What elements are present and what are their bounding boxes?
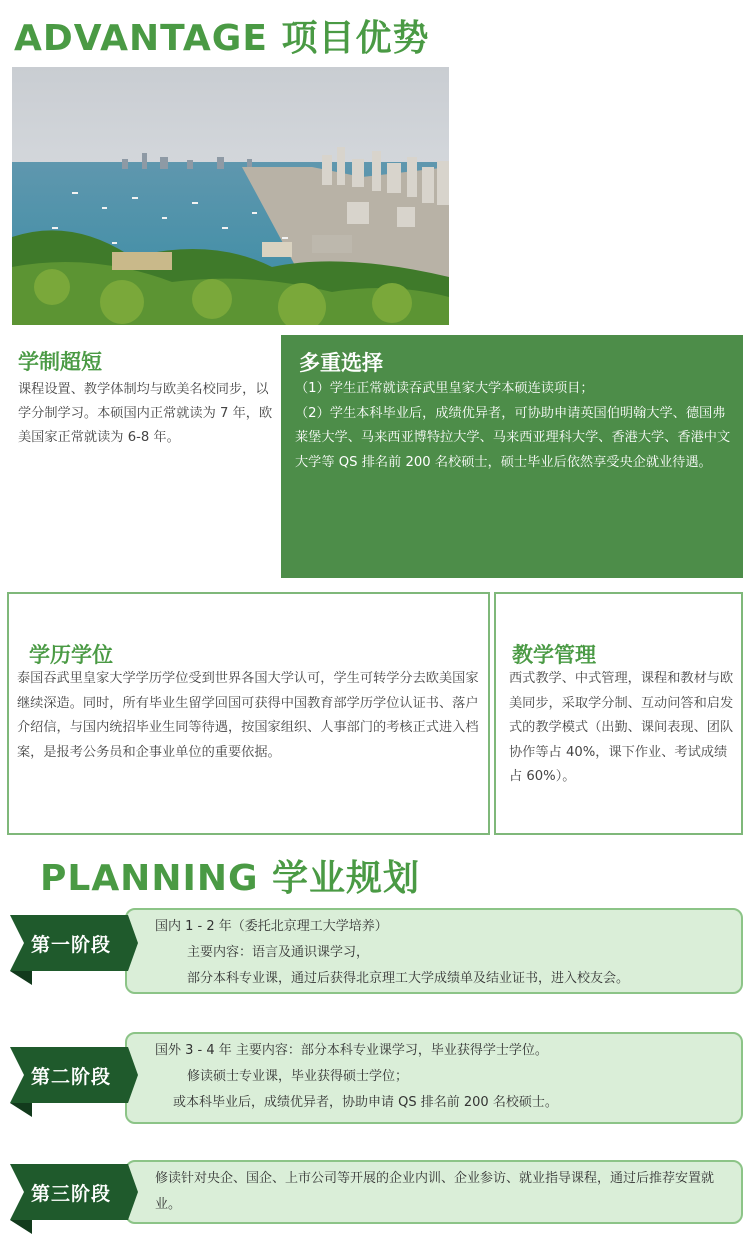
short-duration-title: 学制超短 bbox=[18, 350, 102, 374]
stage-2-panel bbox=[125, 1032, 743, 1124]
multiple-choice-item-2: （2）学生本科毕业后，成绩优异者，可协助申请英国伯明翰大学、德国弗莱堡大学、马来西亚博特拉大学、马来西亚理科大学、香港大学、香港中文大学等 QS 排名前 200 名校硕士，硕士毕业后依然享受央企就业待遇。 bbox=[295, 405, 731, 470]
multiple-choice-panel bbox=[281, 335, 743, 578]
stage-1-line-2: 主要内容：语言及通识课学习， bbox=[187, 945, 370, 960]
stage-2-line-3: 或本科毕业后，成绩优异者，协助申请 QS 排名前 200 名校硕士。 bbox=[173, 1095, 558, 1110]
degree-panel bbox=[7, 592, 490, 835]
stage-3-lines bbox=[155, 1166, 735, 1218]
teaching-management-title: 教学管理 bbox=[512, 643, 596, 667]
stage-1-lines bbox=[155, 914, 735, 992]
stage-2 bbox=[0, 1030, 750, 1126]
advantage-heading: ADVANTAGE 项目优势 bbox=[14, 18, 430, 59]
stage-1-line-3: 部分本科专业课，通过后获得北京理工大学成绩单及结业证书，进入校友会。 bbox=[187, 971, 630, 986]
degree-text: 泰国吞武里皇家大学学历学位受到世界各国大学认可，学生可转学分去欧美国家继续深造。同时，所有毕业生留学回国可获得中国教育部学历学位认证书、落户介绍信，与国内统招毕业生同等待遇，按国家组织、人事部门的考核正式进入档案，是报考公务员和企事业单位的重要依据。 bbox=[17, 671, 479, 760]
stage-1-label: 第一阶段 bbox=[30, 933, 111, 956]
stage-2-line-2: 修读硕士专业课，毕业获得硕士学位； bbox=[187, 1069, 409, 1084]
stage-3-label: 第三阶段 bbox=[30, 1182, 111, 1205]
multiple-choice-title: 多重选择 bbox=[299, 351, 383, 375]
teaching-management-panel bbox=[494, 592, 743, 835]
multiple-choice-item-1: （1）学生正常就读吞武里皇家大学本硕连读项目； bbox=[295, 381, 594, 396]
planning-heading: PLANNING 学业规划 bbox=[40, 858, 421, 899]
stage-1-tag bbox=[10, 915, 138, 987]
teaching-management-text: 西式教学、中式管理，课程和教材与欧美同步，采取学分制、互动问答和启发式的教学模式（出勤、课间表现、团队协作等占 40%，课下作业、考试成绩占 60%）。 bbox=[509, 671, 734, 784]
degree-title: 学历学位 bbox=[29, 643, 113, 667]
stage-2-lines bbox=[155, 1038, 735, 1116]
multiple-choice-text bbox=[295, 377, 735, 475]
stage-1 bbox=[0, 906, 750, 996]
stage-3 bbox=[0, 1160, 750, 1224]
stage-3-line-1: 修读针对央企、国企、上市公司等开展的企业内训、企业参访、就业指导课程，通过后推荐安置就业。 bbox=[155, 1171, 715, 1212]
short-duration-text: 课程设置、教学体制均与欧美名校同步，以学分制学习。本硕国内正常就读为 7 年，欧美国家正常就读为 6-8 年。 bbox=[18, 382, 273, 445]
stage-3-panel bbox=[125, 1160, 743, 1224]
stage-2-label: 第二阶段 bbox=[30, 1065, 111, 1088]
stage-2-tag bbox=[10, 1047, 138, 1119]
stage-2-line-1: 国外 3 - 4 年 主要内容：部分本科专业课学习，毕业获得学士学位。 bbox=[155, 1043, 548, 1058]
stage-1-line-1: 国内 1 - 2 年（委托北京理工大学培养） bbox=[155, 919, 388, 934]
stage-3-tag bbox=[10, 1164, 138, 1236]
coastal-city-photo bbox=[12, 67, 449, 325]
stage-1-panel bbox=[125, 908, 743, 994]
